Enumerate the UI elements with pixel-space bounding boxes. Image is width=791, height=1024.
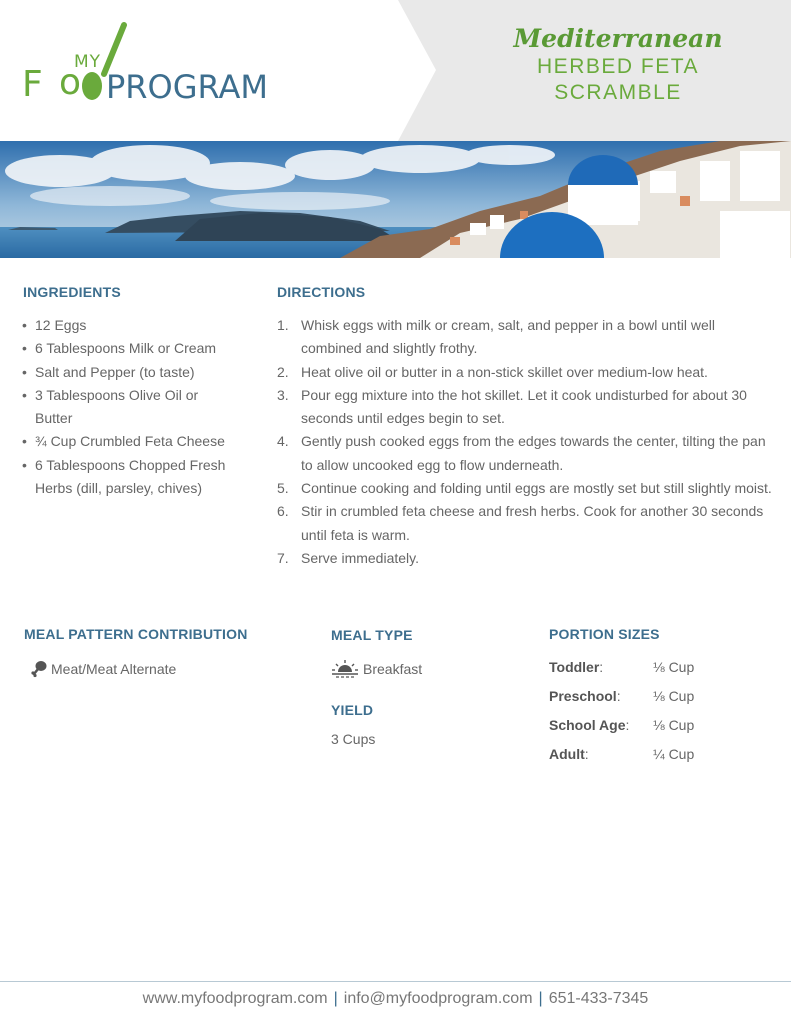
ingredients-heading: INGREDIENTS <box>23 284 121 300</box>
step-text: Stir in crumbled feta cheese and fresh herbs. Cook for another 30 seconds until feta is warm. <box>301 503 764 543</box>
step-number: 5. <box>277 480 289 497</box>
svg-text:o: o <box>59 62 82 103</box>
step-text: Heat olive oil or butter in a non-stick skillet over medium-low heat. <box>301 363 708 380</box>
step-text: Continue cooking and folding until eggs are mostly set but still slightly moist. <box>301 480 772 497</box>
logo-program-text: PROGRAM <box>106 68 268 106</box>
list-item: • 3 Tablespoons Olive Oil or Butter <box>22 384 222 431</box>
list-item: • ¾ Cup Crumbled Feta Cheese <box>22 430 262 453</box>
meal-pattern-label: Meat/Meat Alternate <box>51 661 177 677</box>
meal-pattern-heading: MEAL PATTERN CONTRIBUTION <box>24 626 248 642</box>
meal-type-label: Breakfast <box>363 661 423 677</box>
portion-row: School Age: ⅛ Cup <box>549 717 695 733</box>
portion-label: School Age <box>549 717 626 733</box>
portion-value: ⅛ Cup <box>653 659 695 675</box>
recipe-title-script: Mediterranean <box>513 24 723 53</box>
portion-row: Preschool: ⅛ Cup <box>549 688 695 704</box>
list-item: • 6 Tablespoons Milk or Cream <box>22 337 262 360</box>
list-item: • 12 Eggs <box>22 314 262 337</box>
meal-pattern-item <box>30 660 176 678</box>
directions-heading: DIRECTIONS <box>277 284 366 300</box>
directions-list <box>277 314 777 570</box>
footer-phone[interactable]: 651-433-7345 <box>548 990 649 1007</box>
footer-separator: | <box>538 990 543 1007</box>
recipe-title-line1: HERBED FETA <box>537 55 699 78</box>
list-item <box>277 361 777 384</box>
step-number: 4. <box>277 433 289 450</box>
logo-food-text: F <box>22 64 42 105</box>
santorini-banner-image <box>0 141 791 258</box>
footer-email-link[interactable]: info@myfoodprogram.com <box>343 990 533 1007</box>
footer-separator: | <box>333 990 338 1007</box>
list-item <box>277 384 777 431</box>
portion-label: Preschool <box>549 688 617 704</box>
list-item: • 6 Tablespoons Chopped Fresh Herbs (dill, parsley, chives) <box>22 454 257 501</box>
portion-value: ¼ Cup <box>653 746 695 762</box>
footer <box>0 990 791 1008</box>
portion-value: ⅛ Cup <box>653 717 695 733</box>
portion-label: Toddler <box>549 659 600 675</box>
footer-divider <box>0 981 791 982</box>
list-item <box>277 314 777 361</box>
list-item <box>277 430 777 477</box>
step-text: Gently push cooked eggs from the edges towards the center, tilting the pan to allow uncooked egg to flow underneath. <box>301 433 766 473</box>
portion-value: ⅛ Cup <box>653 688 695 704</box>
portion-label: Adult <box>549 746 585 762</box>
recipe-title <box>500 24 736 106</box>
step-text: Whisk eggs with milk or cream, salt, and pepper in a bowl until well combined and slightly frothy. <box>301 317 715 357</box>
portion-row: Toddler: ⅛ Cup <box>549 659 695 675</box>
list-item <box>277 547 777 570</box>
list-item <box>277 500 777 547</box>
portion-sizes-heading: PORTION SIZES <box>549 626 660 642</box>
step-number: 7. <box>277 549 289 566</box>
ingredients-list <box>22 314 262 500</box>
recipe-title-line2: SCRAMBLE <box>554 81 682 104</box>
yield-value: 3 Cups <box>331 731 376 747</box>
step-text: Pour egg mixture into the hot skillet. Let it cook undisturbed for about 30 seconds until edges begin to set. <box>301 386 747 427</box>
list-item <box>277 477 777 500</box>
sunrise-icon <box>331 660 359 678</box>
yield-heading: YIELD <box>331 702 374 718</box>
header <box>0 0 791 141</box>
drumstick-icon <box>30 660 48 678</box>
meal-type-heading: MEAL TYPE <box>331 627 413 643</box>
step-number: 1. <box>277 317 289 333</box>
meal-type-item <box>331 660 422 678</box>
portion-row: Adult: ¼ Cup <box>549 746 695 762</box>
my-food-program-logo[interactable] <box>22 22 312 112</box>
step-text: Serve immediately. <box>301 549 420 566</box>
step-number: 2. <box>277 363 289 380</box>
footer-website-link[interactable]: www.myfoodprogram.com <box>142 990 328 1007</box>
step-number: 3. <box>277 386 289 403</box>
logo-my-text: MY <box>74 52 102 72</box>
step-number: 6. <box>277 503 289 520</box>
list-item: • Salt and Pepper (to taste) <box>22 361 262 384</box>
